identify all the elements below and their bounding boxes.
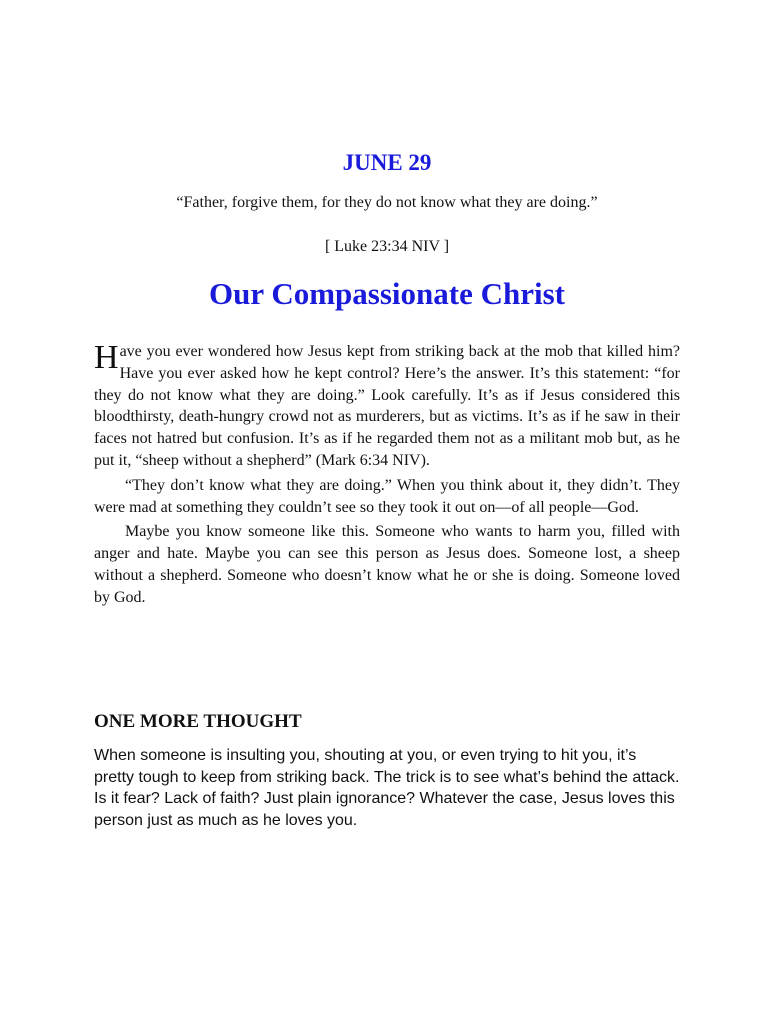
page-title: Our Compassionate Christ [209,276,565,311]
verse-text: “Father, forgive them, for they do not know what they are doing.” [176,194,598,211]
body-paragraph-3: Maybe you know someone like this. Someone who wants to harm you, filled with anger and hate. Maybe you can see this person as Jesus does. Someone lost, a sheep without a shepherd. Someone who doesn’t know what he or she is doing. Someone loved by God. [94,523,680,606]
one-more-thought-text: When someone is insulting you, shouting at you, or even trying to hit you, it’s pretty tough to keep from striking back. The trick is to see what’s behind the attack. Is it fear? Lack of faith? Just plain ignorance? Whatever the case, Jesus loves this person just as much as he loves you. [94,747,680,829]
body-paragraph-1-text: ave you ever wondered how Jesus kept from striking back at the mob that killed him? Have you ever asked how he kept control? Here’s the answer. It’s this statement: “for they do not know what they are doing.” Look carefully. It’s as if Jesus considered this bloodthirsty, death-hungry crowd not as murderers, but as victims. It’s as if he saw in their faces not hatred but confusion. It’s as if he regarded them not as a militant mob but, as he put it, “sheep without a shepherd” (Mark 6:34 NIV). [94,343,680,469]
body-paragraph-1 [94,341,680,472]
verse-reference: [ Luke 23:34 NIV ] [324,238,450,255]
drop-cap: H [94,339,119,376]
body-paragraph-2: “They don’t know what they are doing.” When you think about it, they didn’t. They were mad at something they couldn’t see so they took it out on—of all people—God. [94,476,680,516]
devotional-body [94,341,680,609]
date-heading: JUNE 29 [342,150,432,175]
one-more-thought-heading: ONE MORE THOUGHT [94,711,302,732]
